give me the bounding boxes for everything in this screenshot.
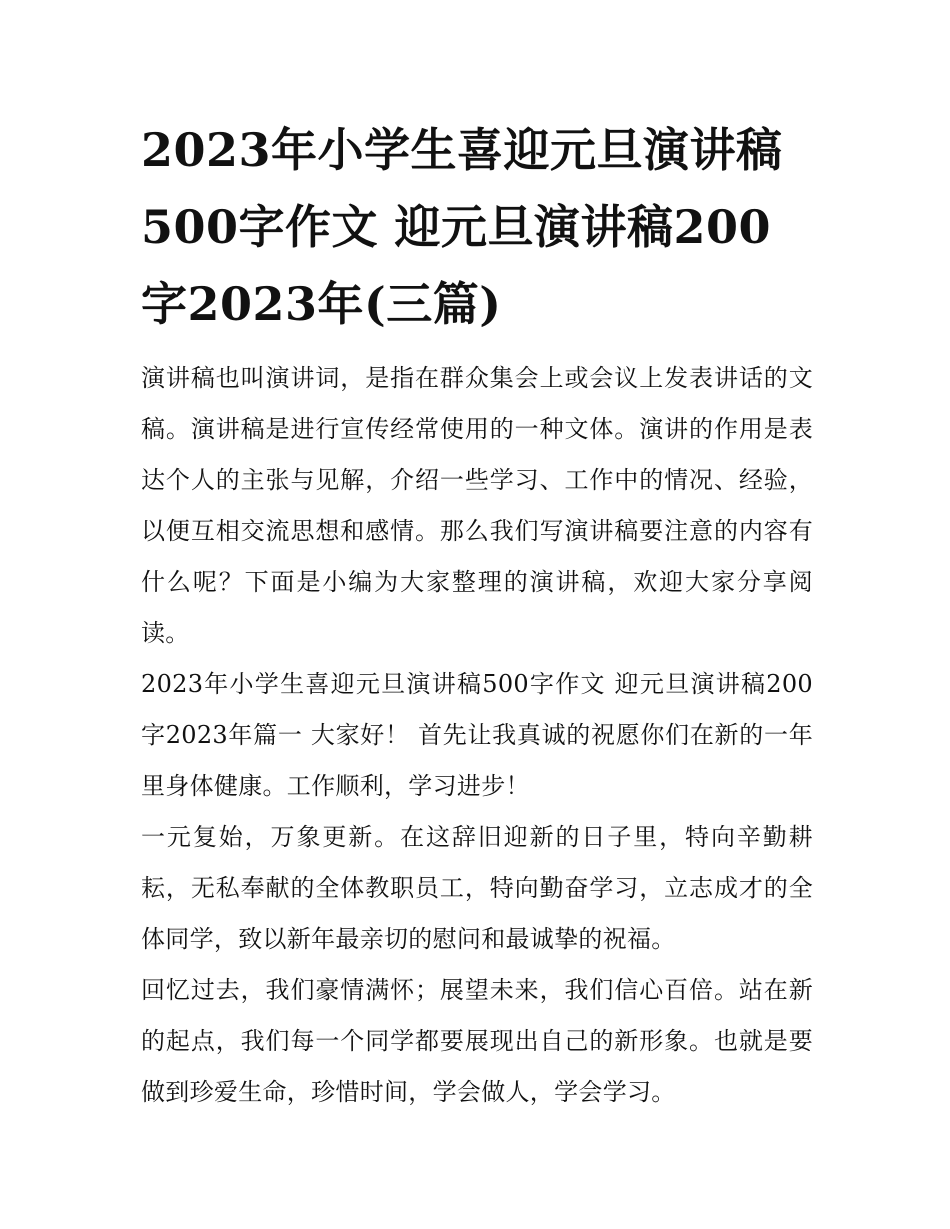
document-page	[141, 112, 813, 1118]
document-title: 2023年小学生喜迎元旦演讲稿500字作文 迎元旦演讲稿200字2023年(三篇)	[141, 123, 783, 331]
paragraph-looking-forward: 回忆过去，我们豪情满怀；展望未来，我们信心百倍。站在新的起点，我们每一个同学都要展现出自己的新形象。也就是要做到珍爱生命，珍惜时间，学会做人，学会学习。	[141, 976, 813, 1106]
paragraph-speech-opening: 2023年小学生喜迎元旦演讲稿500字作文 迎元旦演讲稿200字2023年篇一 大家好！ 首先让我真诚的祝愿你们在新的一年里身体健康。工作顺利，学习进步！	[141, 670, 813, 800]
paragraph-intro: 演讲稿也叫演讲词，是指在群众集会上或会议上发表讲话的文稿。演讲稿是进行宣传经常使用的一种文体。演讲的作用是表达个人的主张与见解，介绍一些学习、工作中的情况、经验，以便互相交流思想和感情。那么我们写演讲稿要注意的内容有什么呢？下面是小编为大家整理的演讲稿，欢迎大家分享阅读。	[141, 364, 813, 647]
paragraph-new-year-greeting: 一元复始，万象更新。在这辞旧迎新的日子里，特向辛勤耕耘，无私奉献的全体教职员工，特向勤奋学习，立志成才的全体同学，致以新年最亲切的慰问和最诚挚的祝福。	[141, 823, 813, 953]
